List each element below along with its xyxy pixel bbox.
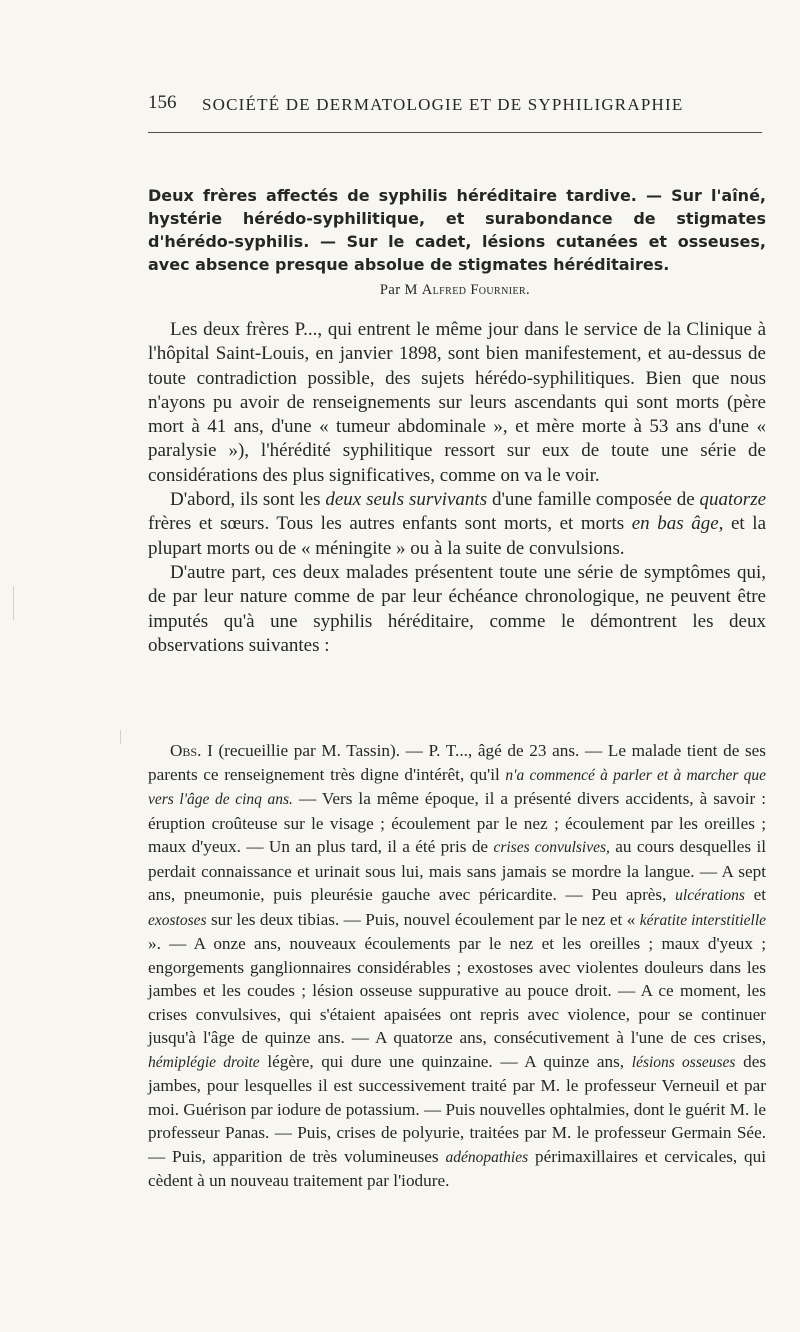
text-span: — Vers la même époque, il a présenté divers accidents, à savoir : éruption croûteuse sur le visage ; écoulement par le nez ; écoulement par les oreilles ; maux d'yeux. — Un an plus tard, il a été pris de — [148, 789, 767, 856]
emphasis: quatorze — [699, 489, 767, 511]
emphasis: hémiplégie droite — [148, 1053, 260, 1071]
header-rule — [148, 132, 762, 133]
text-span: I (recueillie par M. Tassin). — P. T..., âgé de 23 ans. — Le malade tient de ses parents ce renseignement très digne d'intérêt, qu'il — [148, 741, 767, 784]
emphasis: ulcérations — [675, 887, 745, 904]
text-span: au cours desquelles il perdait connaissance et urinait sous lui, mais sans jamais se mordre la langue. — A sept ans, pneumonie, puis pleurésie gauche avec péricardite. — Peu après, — [148, 837, 767, 904]
paragraph-intro: Les deux frères P..., qui entrent le même jour dans le service de la Clinique à l'hôpital Saint-Louis, en janvier 1898, sont bien manifestement, et au-dessus de toute contradiction possible, des sujets hérédo-syphilitiques. Bien que nous n'ayons pu avoir de renseignements sur leurs ascendants qui sont morts (père mort à 41 ans, d'une « tumeur abdominale », et mère morte à 53 ans d'une « paralysie »), l'hérédité syphilitique ressort sur eux de toute une série de considérations des plus significatives, comme on va le voir. — [148, 319, 766, 486]
observation-block — [148, 739, 766, 1193]
scan-artifact — [13, 586, 14, 620]
article-body — [148, 318, 766, 658]
text-span: des jambes, pour lesquelles il est successivement traité par M. le professeur Verneuil et par moi. Guérison par iodure de potassium. — Puis nouvelles ophtalmies, dont le guérit M. le professeur Panas. — Puis, crises de polyurie, traitées par M. le professeur Germain Sée. — Puis, apparition de très volumineuses — [148, 1051, 767, 1166]
scan-artifact — [120, 730, 121, 744]
running-head — [148, 92, 762, 118]
emphasis: en bas âge, — [631, 513, 724, 535]
paragraph-family — [148, 488, 766, 561]
text-span: frères et sœurs. Tous les autres enfants sont morts, et morts — [148, 513, 625, 535]
text-span: ». — A onze ans, nouveaux écoulements par le nez et les oreilles ; maux d'yeux ; engorgements ganglionnaires considérables ; exostoses avec violentes douleurs dans les jambes et les coudes ; lésion osseuse suppurative au pouce droit. — A ce moment, les crises convulsives, qui s'étaient apaisées ont repris avec violence, pour se continuer jusqu'à l'âge de quinze ans. — A quatorze ans, consécutivement à l'une de ces crises, — [148, 934, 766, 1047]
byline — [148, 282, 762, 299]
page-number: 156 — [148, 92, 177, 113]
byline-prefix: Par M — [379, 282, 418, 298]
emphasis: kératite interstitielle — [639, 911, 767, 929]
emphasis: deux seuls survivants — [325, 489, 488, 511]
text-span: sur les deux tibias. — Puis, nouvel écoulement par le nez et « — [210, 909, 636, 929]
text-span: légère, qui dure une quinzaine. — A quinze ans, — [267, 1051, 625, 1071]
text-span: périmaxillaires et cervicales, qui cèdent à un nouveau traitement par l'iodure. — [148, 1146, 767, 1190]
emphasis: adénopathies — [445, 1148, 529, 1166]
emphasis: exostoses — [148, 911, 207, 929]
emphasis: lésions osseuses — [631, 1053, 736, 1071]
paragraph-symptoms: D'autre part, ces deux malades présentent toute une série de symptômes qui, de par leur nature comme de par leur échéance chronologique, ne peuvent être imputés qu'à une syphilis héréditaire, comme le démontrent les deux observations suivantes : — [148, 561, 766, 656]
journal-title: SOCIÉTÉ DE DERMATOLOGIE ET DE SYPHILIGRAPHIE — [202, 95, 684, 114]
text-span: et — [753, 885, 767, 904]
text-span: D'abord, ils sont les — [170, 489, 321, 511]
observation-paragraph — [148, 739, 766, 1193]
article-title: Deux frères affectés de syphilis héréditaire tardive. — Sur l'aîné, hystérie hérédo-syphilitique, et surabondance de stigmates d'hérédo-syphilis. — Sur le cadet, lésions cutanées et osseuses, avec absence presque absolue de stigmates héréditaires. — [148, 186, 766, 274]
text-span: et la plupart morts ou de « méningite » ou à la suite de convulsions. — [148, 513, 766, 559]
author-name: Alfred Fournier. — [421, 282, 531, 298]
emphasis: n'a commencé à parler et à marcher que vers l'âge de cinq ans. — [148, 766, 766, 808]
text-span: d'une famille composée de — [491, 489, 695, 511]
observation-label: Obs. — [170, 741, 202, 760]
emphasis: crises convulsives, — [493, 839, 610, 856]
